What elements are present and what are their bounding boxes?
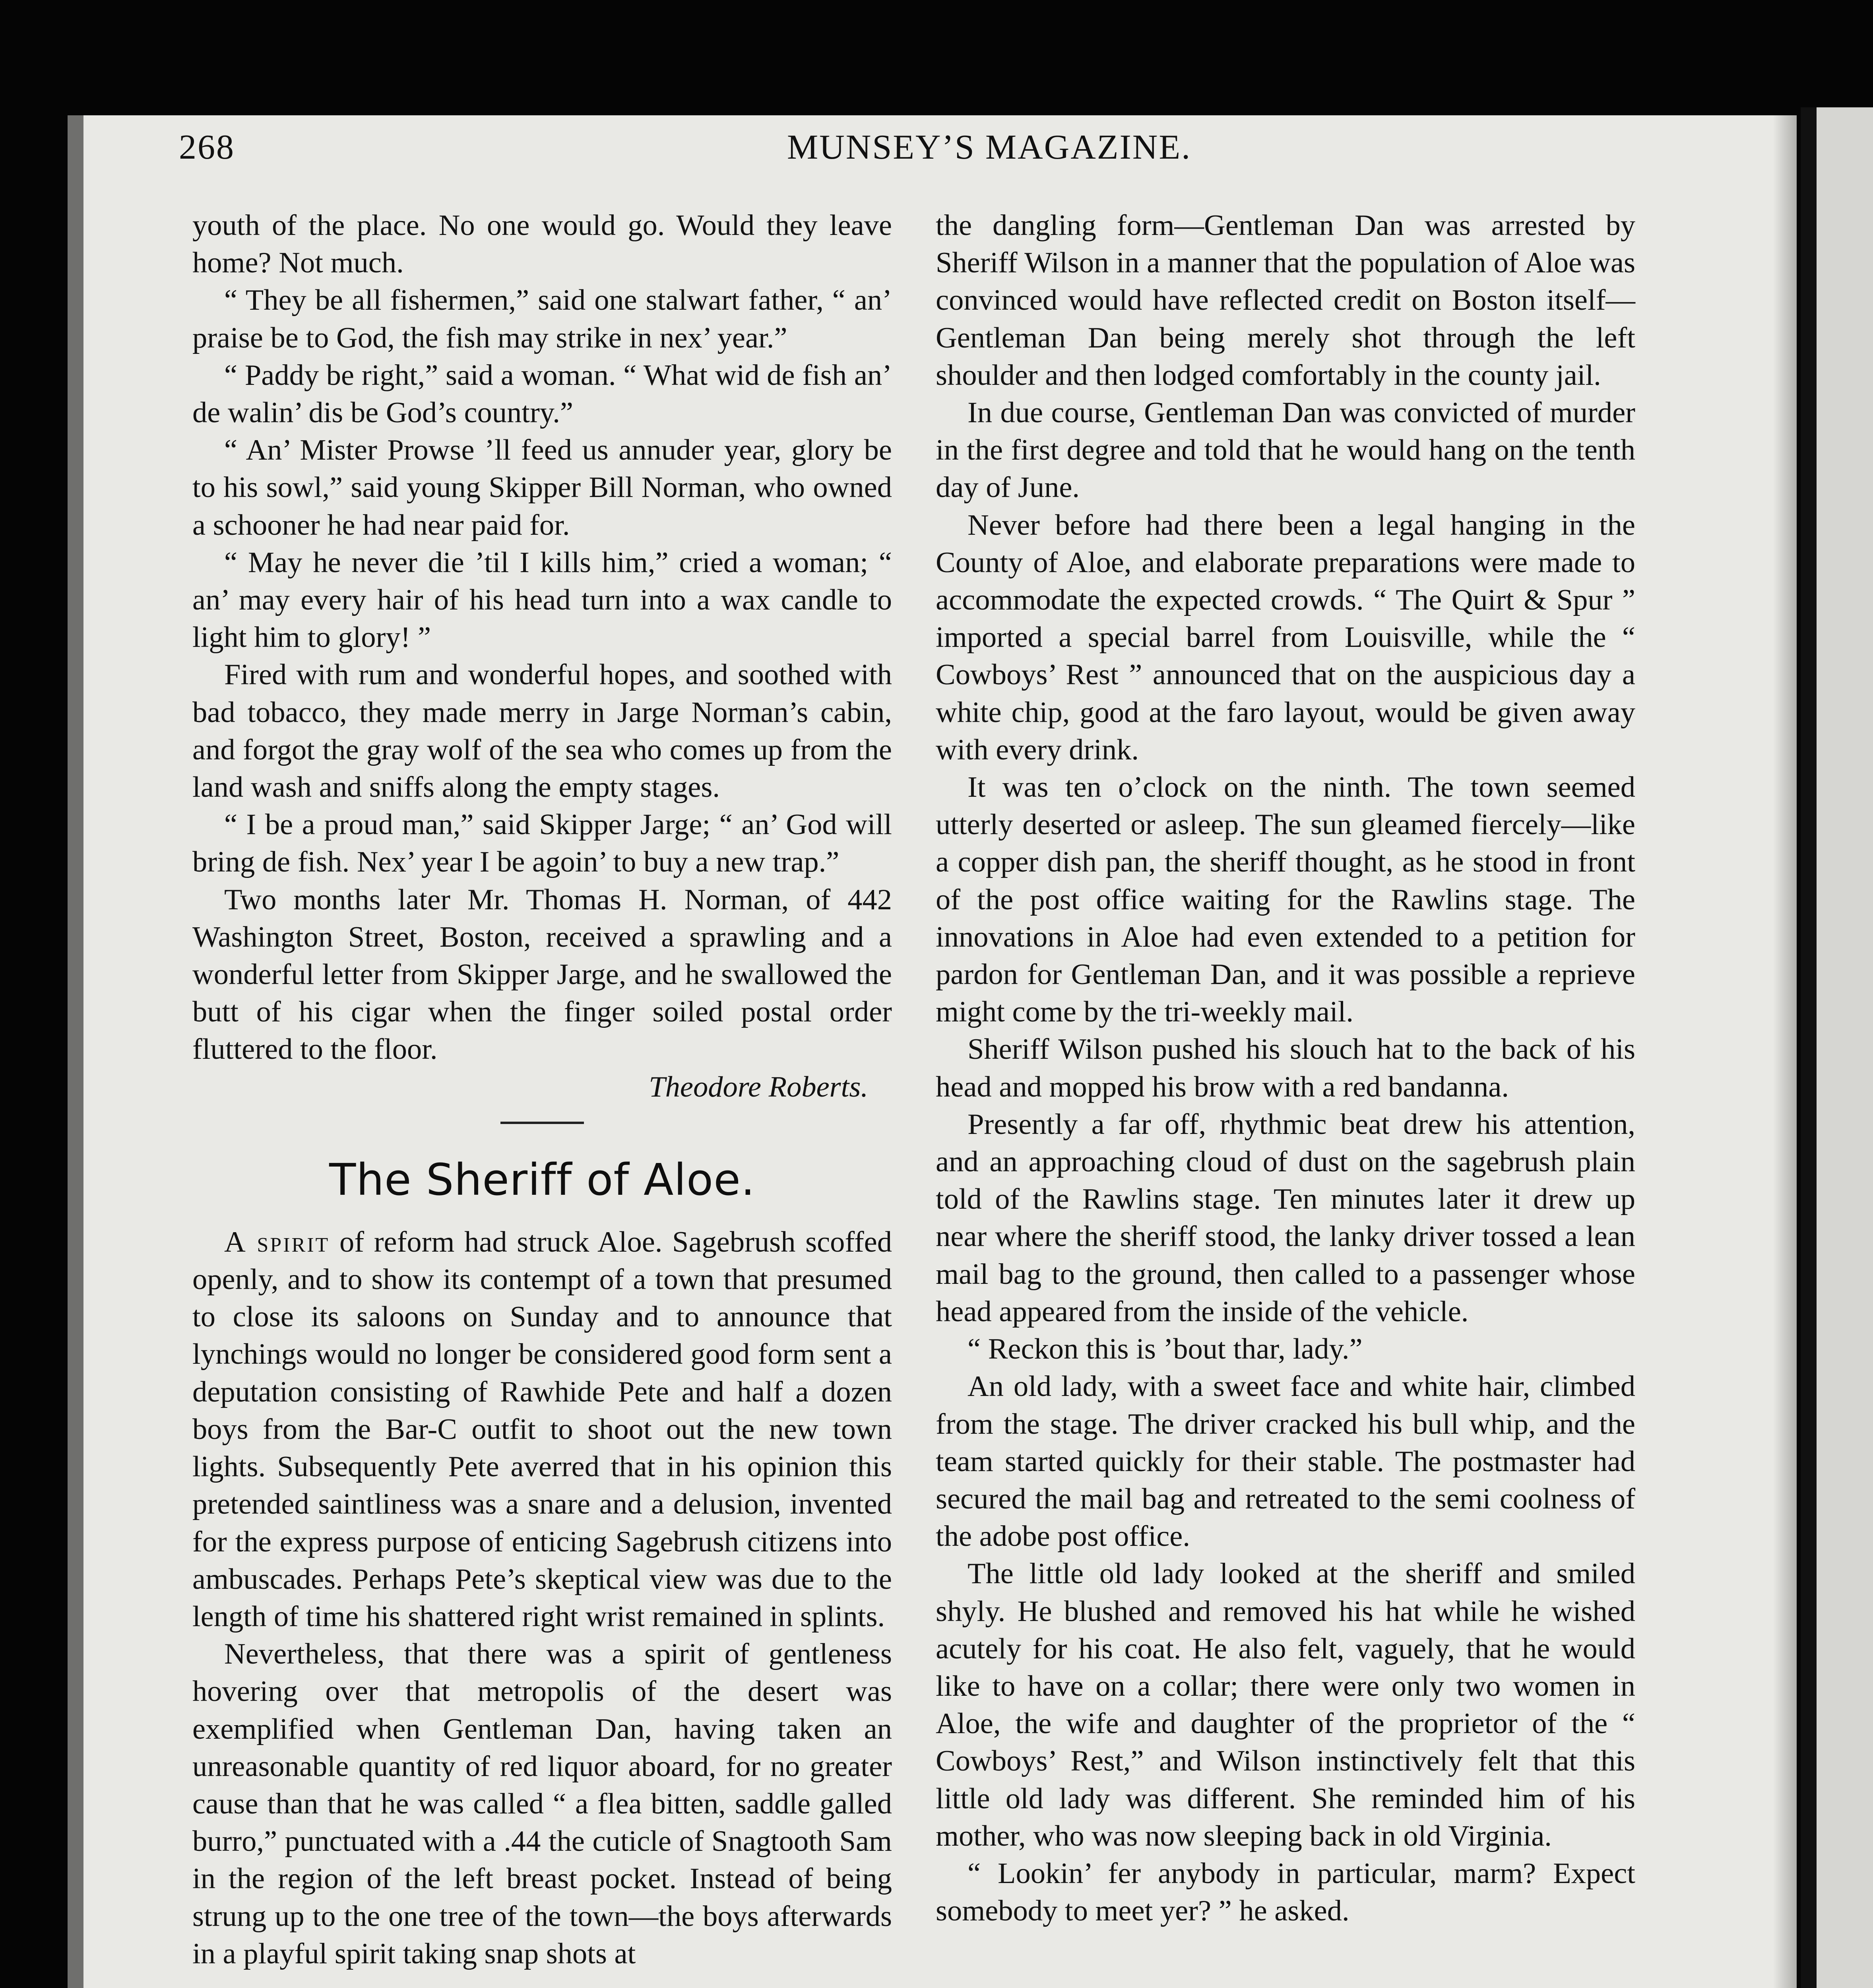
paragraph: “ An’ Mister Prowse ’ll feed us annuder year, glory be to his sowl,” said young Skipper Bill Norman, who owned a schooner he had near paid for. — [192, 434, 892, 542]
paragraph: Never before had there been a legal hanging in the County of Aloe, and elaborate preparations were made to accommodate the expected crowds. “ The Quirt & Spur ” imported a special barrel from Louisville, while the “ Cowboys’ Rest ” announced that on the auspicious day a white chip, good at the faro layout, would be given away with every drink. — [936, 509, 1635, 766]
paragraph: the dangling form—Gentleman Dan was arrested by Sheriff Wilson in a manner that the population of Aloe was convinced would have reflected credit on Boston itself—Gentleman Dan being merely shot through the left shoulder and then lodged comfortably in the county jail. — [936, 209, 1635, 392]
adjacent-page-edge — [1801, 107, 1873, 1988]
paragraph: An old lady, with a sweet face and white hair, climbed from the stage. The driver cracked his bull whip, and the team started quickly for their stable. The postmaster had secured the mail bag and retreated to the semi coolness of the adobe post office. — [936, 1370, 1635, 1553]
paragraph: It was ten o’clock on the ninth. The town seemed utterly deserted or asleep. The sun gleamed fiercely—like a copper dish pan, the sheriff thought, as he stood in front of the post office waiting for the Rawlins stage. The innovations in Aloe had even extended to a petition for pardon for Gentleman Dan, and it was possible a reprieve might come by the tri-weekly mail. — [936, 771, 1635, 1029]
paragraph: Fired with rum and wonderful hopes, and soothed with bad tobacco, they made merry in Jarge Norman’s cabin, and forgot the gray wolf of the sea who comes up from the land wash and sniffs along the empty stages. — [192, 658, 892, 804]
paragraph: In due course, Gentleman Dan was convicted of murder in the first degree and told that he would hang on the tenth day of June. — [936, 396, 1635, 504]
author-byline: Theodore Roberts. — [649, 1070, 868, 1103]
paragraph: Two months later Mr. Thomas H. Norman, of 442 Washington Street, Boston, received a sprawling and a wonderful letter from Skipper Jarge, and he swallowed the butt of his cigar when the finger soiled postal order fluttered to the floor. — [192, 883, 892, 1066]
paragraph: Sheriff Wilson pushed his slouch hat to the back of his head and mopped his brow with a red bandanna. — [936, 1033, 1635, 1103]
page-number: 268 — [179, 128, 235, 167]
section-divider — [500, 1122, 584, 1124]
story-title: The Sheriff of Aloe. — [329, 1154, 755, 1205]
opening-smallcaps: A spirit — [224, 1225, 330, 1258]
paragraph: “ Paddy be right,” said a woman. “ What wid de fish an’ de walin’ dis be God’s country.” — [192, 359, 892, 429]
paragraph: “ They be all fishermen,” said one stalwart father, “ an’ praise be to God, the fish may strike in nex’ year.” — [192, 284, 892, 354]
paragraph: “ Reckon this is ’bout thar, lady.” — [968, 1333, 1363, 1366]
running-title: MUNSEY’S MAGAZINE. — [787, 128, 1192, 167]
page-header — [179, 127, 1705, 191]
paragraph: youth of the place. No one would go. Would they leave home? Not much. — [192, 209, 892, 280]
paragraph: Nevertheless, that there was a spirit of gentleness hovering over that metropolis of the desert was exemplified when Gentleman Dan, having taken an unreasonable quantity of red liquor aboard, for no greater cause than that he was called “ a flea bitten, saddle galled burro,” punctuated with a .44 the cuticle of Snagtooth Sam in the region of the left breast pocket. Instead of being strung up to the one tree of the town—the boys afterwards in a playful spirit taking snap shots at — [192, 1638, 892, 1970]
story-opening-paragraph — [192, 1223, 892, 1635]
paragraph: “ I be a proud man,” said Skipper Jarge; “ an’ God will bring de fish. Nex’ year I be agoin’ to buy a new trap.” — [192, 808, 892, 879]
paragraph: The little old lady looked at the sheriff and smiled shyly. He blushed and removed his hat while he wished acutely for his coat. He also felt, vaguely, that he would like to have on a collar; there were only two women in Aloe, the wife and daughter of the proprietor of the “ Cowboys’ Rest,” and Wilson instinctively felt that this little old lady was different. She reminded him of his mother, who was now sleeping back in old Virginia. — [936, 1557, 1635, 1852]
paragraph: “ Lookin’ fer anybody in particular, marm? Expect somebody to meet yer? ” he asked. — [936, 1857, 1635, 1928]
paragraph: “ May he never die ’til I kills him,” cried a woman; “ an’ may every hair of his head turn into a wax candle to light him to glory! ” — [192, 546, 892, 654]
right-column — [936, 207, 1635, 1930]
left-column — [192, 207, 892, 1972]
opening-text: of reform had struck Aloe. Sagebrush scoffed openly, and to show its contempt of a town that presumed to close its saloons on Sunday and to announce that lynchings would no longer be considered good form sent a deputation consisting of Rawhide Pete and half a dozen boys from the Bar-C outfit to shoot out the new town lights. Subsequently Pete averred that in his opinion this pretended saintliness was a snare and a delusion, invented for the express purpose of enticing Sagebrush citizens into ambuscades. Perhaps Pete’s skeptical view was due to the length of time his shattered right wrist remained in splints. — [192, 1225, 892, 1633]
paragraph: Presently a far off, rhythmic beat drew his attention, and an approaching cloud of dust on the sagebrush plain told of the Rawlins stage. Ten minutes later it drew up near where the sheriff stood, the lanky driver tossed a lean mail bag to the ground, then called to a passenger whose head appeared from the inside of the vehicle. — [936, 1108, 1635, 1328]
